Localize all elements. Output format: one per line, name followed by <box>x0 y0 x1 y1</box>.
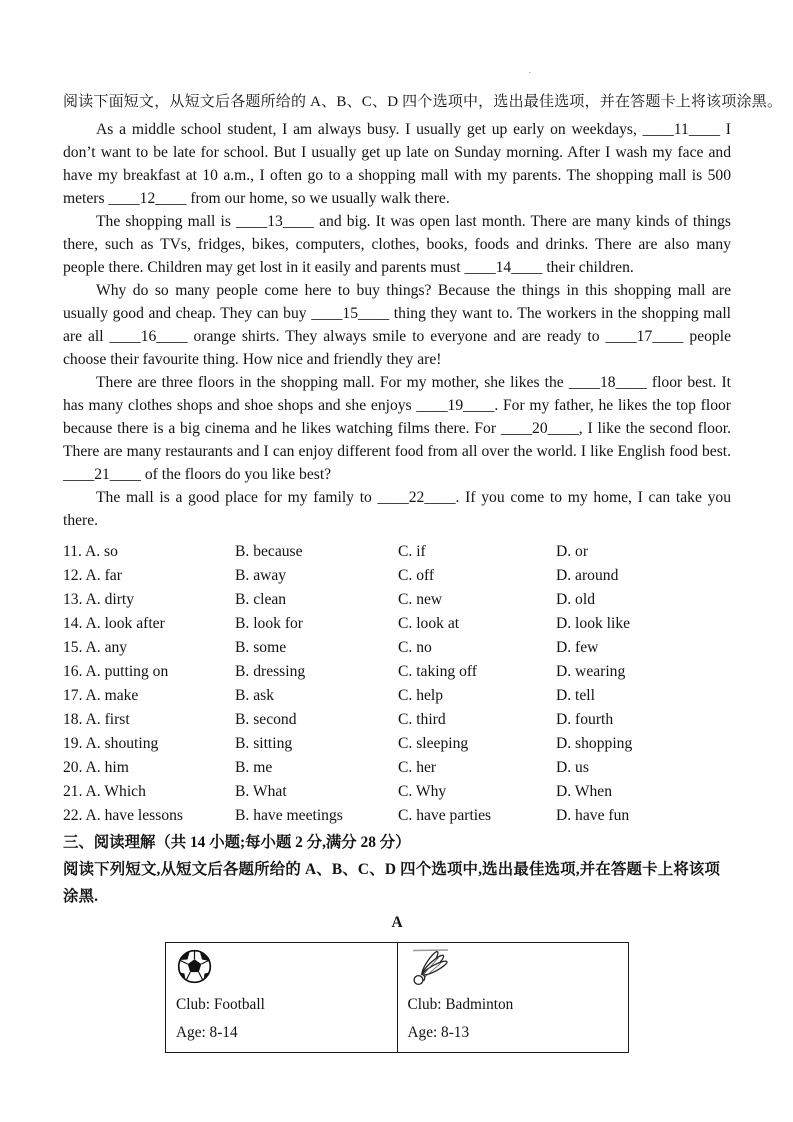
option-d: D. When <box>556 783 613 800</box>
cloze-option-row <box>63 732 731 756</box>
passage-paragraph-3: Why do so many people come here to buy things? Because the things in this shopping mall are usually good and cheap. They can buy ____15____ thing they want to. The workers in the shopping mall are all ____16____ orange shirts. They always smile to everyone and are ready to ____17____ people choose their favourite thing. How nice and friendly they are! <box>63 282 731 368</box>
option-d: D. us <box>556 759 589 776</box>
option-a: 11. A. so <box>63 543 118 560</box>
option-b: B. have meetings <box>235 807 343 824</box>
option-d: D. fourth <box>556 711 614 728</box>
option-d: D. have fun <box>556 807 630 824</box>
option-b: B. me <box>235 759 273 776</box>
option-c: C. off <box>398 567 435 584</box>
option-c: C. look at <box>398 615 460 632</box>
option-b: B. because <box>235 543 303 560</box>
option-a: 14. A. look after <box>63 615 165 632</box>
cloze-option-row <box>63 564 731 588</box>
option-b: B. clean <box>235 591 287 608</box>
cloze-option-row <box>63 612 731 636</box>
clubs-table-row <box>166 943 629 1053</box>
badminton-icon <box>408 948 623 988</box>
option-a: 17. A. make <box>63 687 139 704</box>
option-a: 21. A. Which <box>63 783 146 800</box>
option-a: 15. A. any <box>63 639 128 656</box>
option-d: D. around <box>556 567 619 584</box>
option-c: C. her <box>398 759 437 776</box>
cloze-option-row <box>63 684 731 708</box>
cloze-option-row <box>63 540 731 564</box>
option-a: 22. A. have lessons <box>63 807 183 824</box>
option-c: C. no <box>398 639 432 656</box>
option-b: B. dressing <box>235 663 306 680</box>
option-d: D. few <box>556 639 599 656</box>
option-a: 13. A. dirty <box>63 591 135 608</box>
cloze-option-row <box>63 708 731 732</box>
cloze-options-list <box>63 540 731 828</box>
option-c: C. third <box>398 711 446 728</box>
club-name: Club: Football <box>176 996 265 1013</box>
option-d: D. tell <box>556 687 595 704</box>
option-a: 20. A. him <box>63 759 129 776</box>
option-c: C. sleeping <box>398 735 469 752</box>
option-c: C. help <box>398 687 444 704</box>
option-b: B. away <box>235 567 287 584</box>
passage-paragraph-5: The mall is a good place for my family to ____22____. If you come to my home, I can take you there. <box>63 489 731 529</box>
option-c: C. Why <box>398 783 447 800</box>
club-age: Age: 8-13 <box>407 1024 470 1041</box>
page-content <box>63 90 783 1053</box>
reading-part-label: A <box>391 914 403 931</box>
stray-mark: · <box>528 67 532 79</box>
option-c: C. have parties <box>398 807 492 824</box>
football-icon <box>176 948 391 988</box>
option-a: 12. A. far <box>63 567 122 584</box>
cloze-option-row <box>63 588 731 612</box>
option-a: 18. A. first <box>63 711 130 728</box>
passage-paragraph-1: As a middle school student, I am always busy. I usually get up early on weekdays, ____11____ I don’t want to be late for school. But I usually get up late on Sunday morning. After I wash my face and have my breakfast at 10 a.m., I often go to a shopping mall with my parents. The shopping mall is 500 meters ____12____ from our home, so we usually walk there. <box>63 121 731 207</box>
club-cell-football <box>166 943 398 1053</box>
option-b: B. sitting <box>235 735 293 752</box>
option-d: D. or <box>556 543 589 560</box>
option-b: B. ask <box>235 687 274 704</box>
option-d: D. wearing <box>556 663 626 680</box>
option-b: B. What <box>235 783 287 800</box>
passage-paragraph-4: There are three floors in the shopping mall. For my mother, she likes the ____18____ floor best. It has many clothes shops and shoe shops and she enjoys ____19____. For my father, he likes the top floor because there is a big cinema and he likes watching films there. For ____20____, I like the second floor. There are many restaurants and I can enjoy different food from all over the world. I like English food best. ____21____ of the floors do you like best? <box>63 374 731 483</box>
option-c: C. if <box>398 543 426 560</box>
passage-paragraph-2: The shopping mall is ____13____ and big. It was open last month. There are many kinds of things there, such as TVs, fridges, bikes, computers, clothes, books, foods and drinks. There are also many people there. Children may get lost in it easily and parents must ____14____ their children. <box>63 213 731 276</box>
club-age: Age: 8-14 <box>176 1024 238 1041</box>
cloze-option-row <box>63 660 731 684</box>
option-a: 19. A. shouting <box>63 735 159 752</box>
reading-section-title: 三、阅读理解（共 14 小题;每小题 2 分,满分 28 分） <box>63 834 411 851</box>
club-cell-badminton <box>397 943 629 1053</box>
option-d: D. old <box>556 591 595 608</box>
cloze-option-row <box>63 756 731 780</box>
option-b: B. look for <box>235 615 304 632</box>
option-c: C. taking off <box>398 663 477 680</box>
clubs-table <box>165 942 629 1053</box>
option-d: D. shopping <box>556 735 633 752</box>
cloze-instruction: 阅读下面短文，从短文后各题所给的 A、B、C、D 四个选项中，选出最佳选项，并在答题卡上将该项涂黑。 <box>63 94 783 110</box>
option-a: 16. A. putting on <box>63 663 169 680</box>
cloze-option-row <box>63 804 731 828</box>
option-b: B. second <box>235 711 297 728</box>
option-b: B. some <box>235 639 287 656</box>
cloze-option-row <box>63 636 731 660</box>
reading-instruction: 阅读下列短文,从短文后各题所给的 A、B、C、D 四个选项中,选出最佳选项,并在答题卡上将该项涂黑. <box>63 861 721 905</box>
club-name: Club: Badminton <box>407 996 514 1013</box>
option-c: C. new <box>398 591 443 608</box>
cloze-option-row <box>63 780 731 804</box>
option-d: D. look like <box>556 615 631 632</box>
